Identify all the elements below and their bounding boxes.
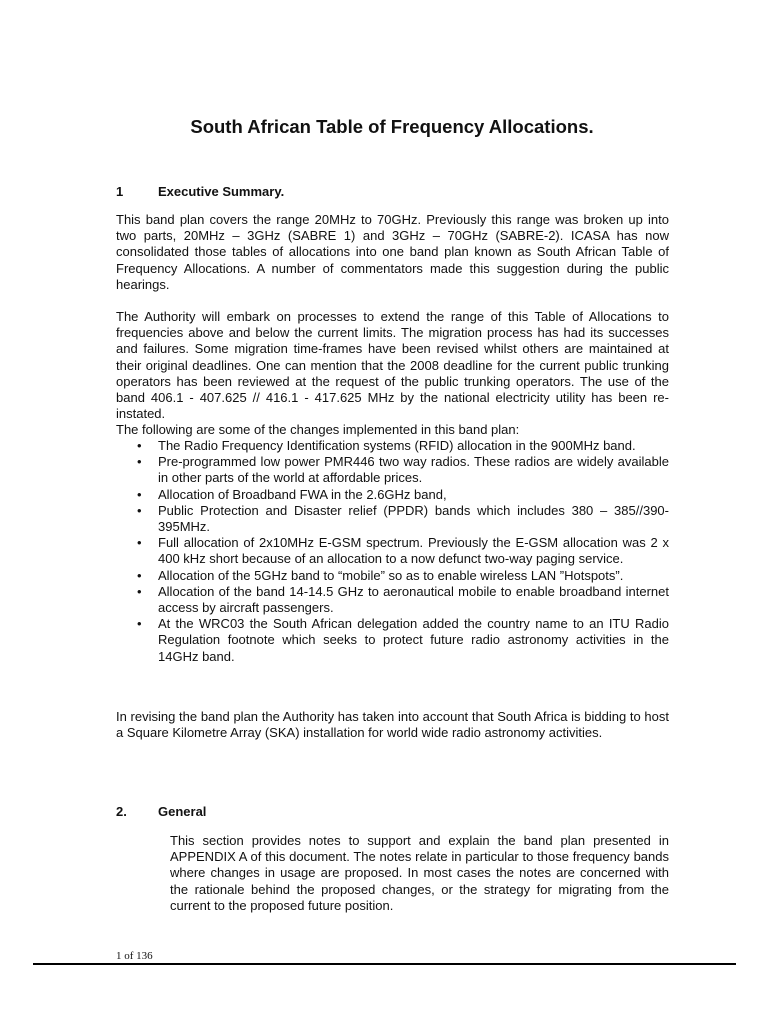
list-item-text: Public Protection and Disaster relief (PPDR) bands which includes 380 – 385//390-395MHz. bbox=[158, 502, 669, 535]
bullet-icon: • bbox=[137, 616, 142, 632]
bullet-icon: • bbox=[137, 502, 142, 518]
list-item bbox=[116, 438, 669, 454]
list-item-text: At the WRC03 the South African delegation added the country name to an ITU Radio Regulation footnote which seeks to protect future radio astronomy activities in the 14GHz band. bbox=[158, 616, 669, 664]
section-number: 1 bbox=[116, 184, 124, 199]
list-item-text: Allocation of the 5GHz band to “mobile” so as to enable wireless LAN ”Hotspots”. bbox=[158, 567, 624, 583]
bullet-icon: • bbox=[137, 583, 142, 599]
paragraph: This section provides notes to support and explain the band plan presented in APPENDIX A of this document. The notes relate in particular to those frequency bands where changes in usage are proposed. In most cases the notes are concerned with the rationale behind the proposed changes, or the strategy for migrating from the current to the proposed future position. bbox=[170, 833, 669, 913]
list-intro: The following are some of the changes implemented in this band plan: bbox=[116, 422, 520, 437]
list-item-text: Full allocation of 2x10MHz E-GSM spectrum. Previously the E-GSM allocation was 2 x 400 kHz short because of an allocation to a now defunct two-way paging service. bbox=[158, 535, 669, 567]
list-item bbox=[116, 487, 669, 503]
section-number: 2. bbox=[116, 804, 127, 819]
paragraph: The Authority will embark on processes to extend the range of this Table of Allocations to frequencies above and below the current limits. The migration process has had its successes and failures. Some migration time-frames have been revised whilst others are maintained at their original deadlines. One can mention that the 2008 deadline for the current public trunking operators has been reviewed at the request of the public trunking operators. The use of the band 406.1 - 407.625 // 416.1 - 417.625 MHz by the national electricity utility has been re-instated. bbox=[116, 309, 669, 422]
bullet-icon: • bbox=[137, 438, 142, 453]
footer-divider bbox=[33, 963, 736, 965]
document-title: South African Table of Frequency Allocations. bbox=[190, 116, 594, 137]
list-item-text: Allocation of Broadband FWA in the 2.6GHz band, bbox=[158, 486, 447, 502]
list-item-text: Pre-programmed low power PMR446 two way radios. These radios are widely available in other parts of the world at affordable prices. bbox=[158, 454, 669, 486]
section-title: General bbox=[158, 804, 207, 819]
changes-list bbox=[116, 438, 669, 665]
list-item bbox=[116, 568, 669, 584]
bullet-icon: • bbox=[137, 486, 142, 502]
list-item bbox=[116, 535, 669, 567]
paragraph: This band plan covers the range 20MHz to 70GHz. Previously this range was broken up into two parts, 20MHz – 3GHz (SABRE 1) and 3GHz – 70GHz (SABRE-2). ICASA has now consolidated those tables of allocations into one band plan known as South African Table of Frequency Allocations. A number of commentators made this suggestion during the public hearings. bbox=[116, 212, 669, 292]
page-number: 1 of 136 bbox=[116, 950, 153, 962]
paragraph: In revising the band plan the Authority has taken into account that South Africa is bidding to host a Square Kilometre Array (SKA) installation for world wide radio astronomy activities. bbox=[116, 709, 669, 741]
list-item bbox=[116, 503, 669, 535]
bullet-icon: • bbox=[137, 454, 142, 470]
section-title: Executive Summary. bbox=[158, 184, 285, 199]
list-item-text: The Radio Frequency Identification systems (RFID) allocation in the 900MHz band. bbox=[158, 438, 636, 453]
list-item bbox=[116, 454, 669, 486]
list-item bbox=[116, 584, 669, 616]
bullet-icon: • bbox=[137, 535, 142, 551]
bullet-icon: • bbox=[137, 567, 142, 583]
list-item-text: Allocation of the band 14-14.5 GHz to aeronautical mobile to enable broadband internet access by aircraft passengers. bbox=[158, 583, 669, 616]
list-item bbox=[116, 616, 669, 665]
